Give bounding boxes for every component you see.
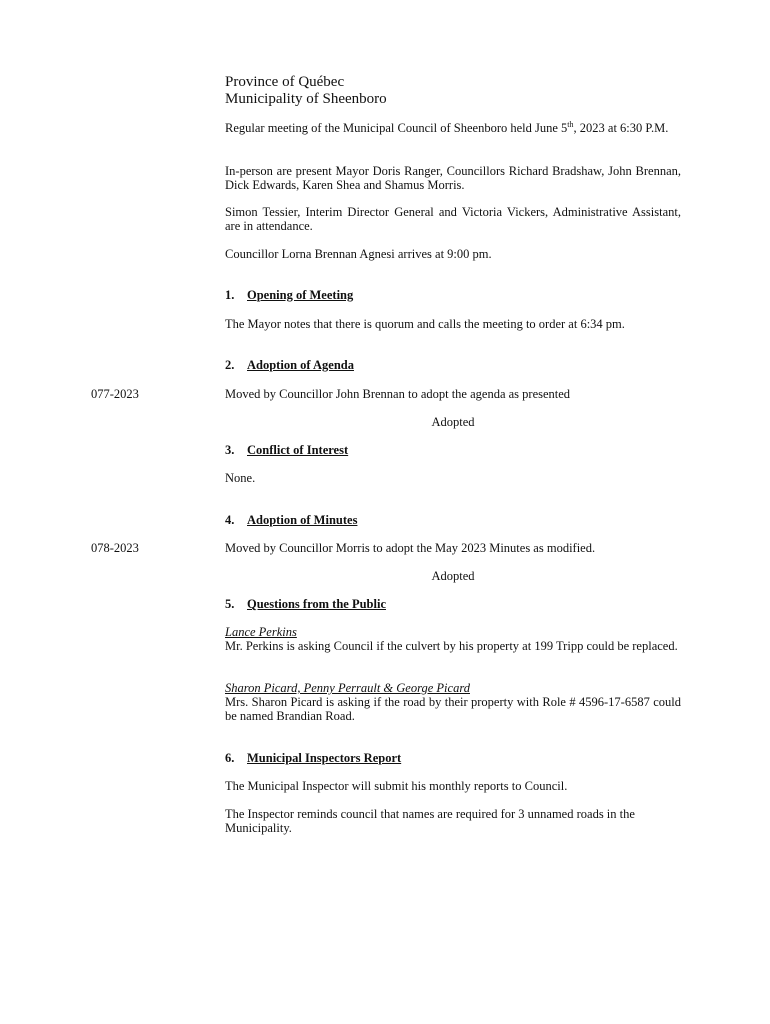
section-1-text: The Mayor notes that there is quorum and calls the meeting to order at 6:34 pm. xyxy=(225,317,625,331)
section-6-text-1: The Municipal Inspector will submit his monthly reports to Council. xyxy=(225,779,568,793)
questioner-1-name: Lance Perkins xyxy=(225,625,297,639)
section-1-number: 1. xyxy=(225,288,235,302)
present-paragraph: In-person are present Mayor Doris Ranger, Councillors Richard Bradshaw, John Brennan, Dick Edwards, Karen Shea and Shamus Morris. xyxy=(225,164,681,192)
section-3-number: 3. xyxy=(225,443,235,457)
resolution-number-078: 078-2023 xyxy=(91,541,139,555)
section-2-title: Adoption of Agenda xyxy=(247,358,354,372)
questioner-2-text: Mrs. Sharon Picard is asking if the road by their property with Role # 4596-17-6587 could be named Brandian Road. xyxy=(225,695,681,723)
questioner-2-name: Sharon Picard, Penny Perrault & George Picard xyxy=(225,681,470,695)
section-3-title: Conflict of Interest xyxy=(247,443,349,457)
section-3-text: None. xyxy=(225,471,256,485)
section-6-text-2: The Inspector reminds council that names are required for 3 unnamed roads in the Municipality. xyxy=(225,807,635,835)
meeting-date-suffix: th xyxy=(567,119,574,129)
questioner-1-text: Mr. Perkins is asking Council if the culvert by his property at 199 Tripp could be replaced. xyxy=(225,639,678,653)
section-2-heading xyxy=(225,358,681,372)
section-2-number: 2. xyxy=(225,358,235,372)
section-4-motion: Moved by Councillor Morris to adopt the May 2023 Minutes as modified. xyxy=(225,541,596,555)
section-5-heading xyxy=(225,597,681,611)
province-heading: Province of Québec xyxy=(225,74,345,90)
section-4-heading xyxy=(225,513,681,527)
section-6-title: Municipal Inspectors Report xyxy=(247,751,402,765)
meeting-text-start: Regular meeting of the Municipal Council of Sheenboro held June 5 xyxy=(225,121,568,135)
arrival-paragraph: Councillor Lorna Brennan Agnesi arrives at 9:00 pm. xyxy=(225,247,492,261)
section-1-title: Opening of Meeting xyxy=(247,288,354,302)
resolution-number-077: 077-2023 xyxy=(91,387,139,401)
section-2-motion: Moved by Councillor John Brennan to adopt the agenda as presented xyxy=(225,387,571,401)
section-6-number: 6. xyxy=(225,751,235,765)
section-3-heading xyxy=(225,443,681,457)
section-5-title: Questions from the Public xyxy=(247,597,387,611)
meeting-intro xyxy=(225,121,681,135)
section-1-heading xyxy=(225,288,681,302)
section-2-status: Adopted xyxy=(431,415,475,429)
municipality-heading: Municipality of Sheenboro xyxy=(225,91,387,107)
section-6-heading xyxy=(225,751,681,765)
attendance-paragraph: Simon Tessier, Interim Director General and Victoria Vickers, Administrative Assistant, are in attendance. xyxy=(225,205,681,233)
meeting-text-end: , 2023 at 6:30 P.M. xyxy=(573,121,669,135)
section-4-number: 4. xyxy=(225,513,235,527)
section-4-status: Adopted xyxy=(431,569,475,583)
section-4-title: Adoption of Minutes xyxy=(247,513,358,527)
section-5-number: 5. xyxy=(225,597,235,611)
